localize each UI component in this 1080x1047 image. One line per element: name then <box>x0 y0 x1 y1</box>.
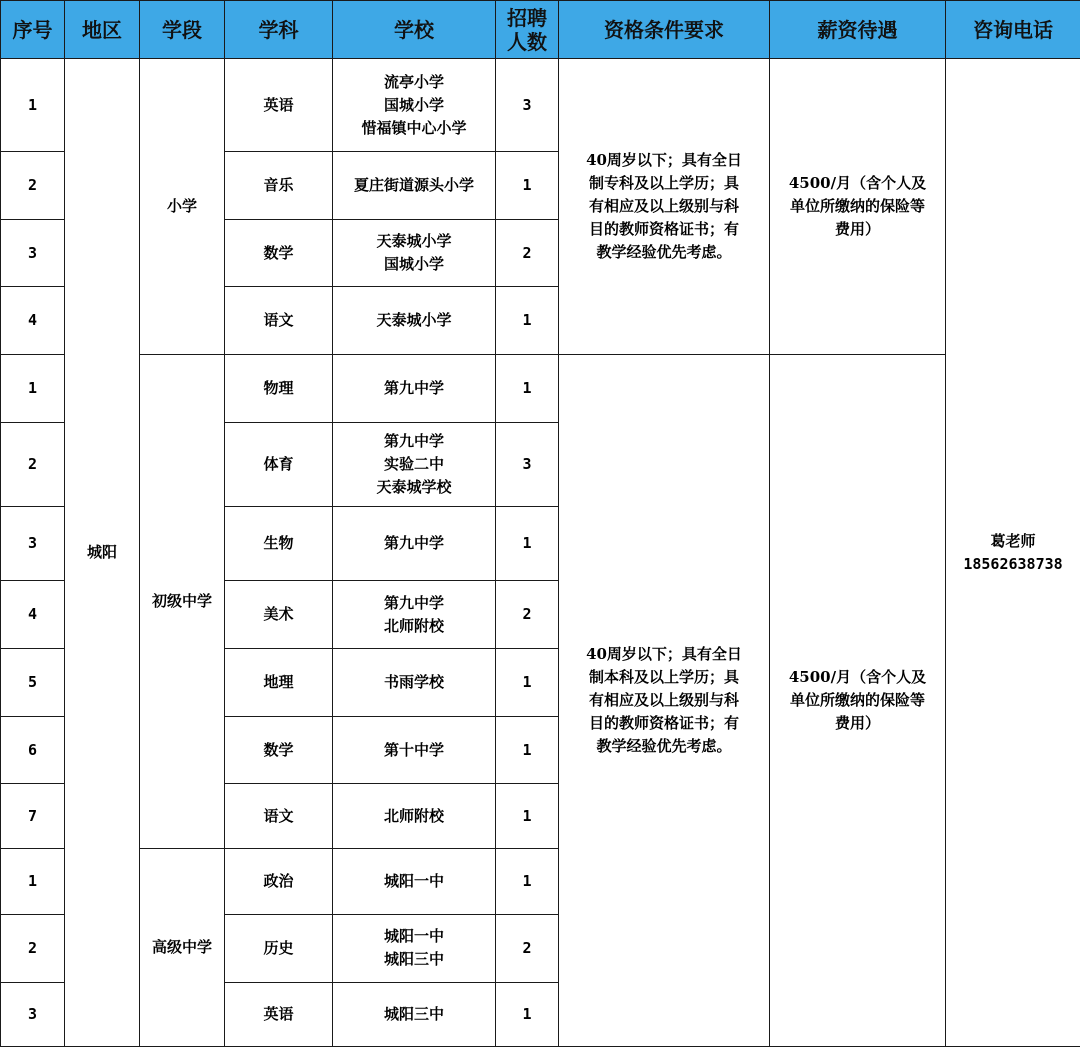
school-line: 城阳一中 <box>383 927 444 946</box>
row-subject: 体育 <box>225 422 333 506</box>
school-line: 天泰城小学 <box>376 232 452 251</box>
school-line: 流亭小学 <box>383 72 444 91</box>
row-subject: 英语 <box>225 982 333 1046</box>
salary-line: 4500/月（含个人及 <box>788 173 927 192</box>
requirement-line: 教学经验优先考虑。 <box>596 242 732 261</box>
salary-primary <box>770 59 946 355</box>
school-line: 惜福镇中心小学 <box>361 118 467 137</box>
contact-phone: 18562638738 <box>963 554 1063 573</box>
row-subject: 数学 <box>225 220 333 287</box>
requirement-line: 目的教师资格证书；有 <box>588 713 739 732</box>
stage-primary: 小学 <box>140 59 225 355</box>
row-subject: 政治 <box>225 849 333 914</box>
row-seq: 3 <box>1 506 65 580</box>
row-subject: 语文 <box>225 287 333 354</box>
row-subject: 历史 <box>225 914 333 982</box>
table-header <box>1 1 1080 59</box>
header-stage: 学段 <box>140 1 225 59</box>
row-count: 1 <box>496 649 559 717</box>
requirement-line: 制本科及以上学历；具 <box>588 667 739 686</box>
school-line: 第九中学 <box>383 431 444 450</box>
row-subject: 语文 <box>225 784 333 849</box>
row-schools <box>333 506 496 580</box>
row-seq: 1 <box>1 354 65 422</box>
row-subject: 物理 <box>225 354 333 422</box>
row-seq: 3 <box>1 220 65 287</box>
salary-line: 4500/月（含个人及 <box>788 667 927 686</box>
requirement-primary <box>559 59 770 355</box>
school-line: 第九中学 <box>383 593 444 612</box>
row-count: 1 <box>496 506 559 580</box>
school-line: 城阳一中 <box>383 872 444 891</box>
school-line: 书雨学校 <box>383 673 444 692</box>
row-count: 3 <box>496 422 559 506</box>
header-contact: 咨询电话 <box>946 1 1080 59</box>
school-line: 第十中学 <box>383 740 444 759</box>
row-subject: 音乐 <box>225 152 333 220</box>
row-schools <box>333 422 496 506</box>
school-line: 第九中学 <box>383 533 444 552</box>
stage-junior: 初级中学 <box>140 354 225 849</box>
row-seq: 4 <box>1 287 65 354</box>
school-line: 夏庄街道源头小学 <box>353 176 474 195</box>
row-count: 2 <box>496 580 559 648</box>
requirement-line: 教学经验优先考虑。 <box>596 736 732 755</box>
requirement-line: 有相应及以上级别与科 <box>588 196 739 215</box>
row-subject: 生物 <box>225 506 333 580</box>
row-subject: 美术 <box>225 580 333 648</box>
salary-line: 单位所缴纳的保险等 <box>789 196 925 215</box>
school-line: 城阳三中 <box>383 1004 444 1023</box>
row-subject: 地理 <box>225 649 333 717</box>
school-line: 北师附校 <box>383 806 444 825</box>
row-count: 1 <box>496 849 559 914</box>
requirement-secondary <box>559 354 770 1046</box>
table-row <box>1 59 1080 152</box>
school-line: 实验二中 <box>383 454 444 473</box>
row-count: 1 <box>496 717 559 784</box>
salary-line: 单位所缴纳的保险等 <box>789 690 925 709</box>
row-seq: 1 <box>1 59 65 152</box>
row-schools <box>333 914 496 982</box>
header-region: 地区 <box>65 1 140 59</box>
header-requirement: 资格条件要求 <box>559 1 770 59</box>
header-subject: 学科 <box>225 1 333 59</box>
row-subject: 数学 <box>225 717 333 784</box>
row-schools <box>333 220 496 287</box>
row-seq: 1 <box>1 849 65 914</box>
header-quota <box>496 1 559 59</box>
salary-line: 费用） <box>834 713 880 732</box>
row-schools <box>333 59 496 152</box>
row-seq: 2 <box>1 152 65 220</box>
row-subject: 英语 <box>225 59 333 152</box>
row-schools <box>333 152 496 220</box>
row-schools <box>333 717 496 784</box>
table-row <box>1 354 1080 422</box>
row-schools <box>333 784 496 849</box>
row-count: 2 <box>496 220 559 287</box>
table-body <box>1 59 1080 1047</box>
requirement-line: 目的教师资格证书；有 <box>588 219 739 238</box>
row-seq: 6 <box>1 717 65 784</box>
header-quota-line2: 人数 <box>507 29 547 54</box>
header-seq: 序号 <box>1 1 65 59</box>
requirement-line: 40周岁以下；具有全日 <box>586 150 742 169</box>
salary-line: 费用） <box>834 219 880 238</box>
salary-secondary <box>770 354 946 1046</box>
row-seq: 5 <box>1 649 65 717</box>
row-seq: 7 <box>1 784 65 849</box>
row-count: 1 <box>496 982 559 1046</box>
row-count: 1 <box>496 287 559 354</box>
stage-senior: 高级中学 <box>140 849 225 1047</box>
row-schools <box>333 982 496 1046</box>
row-count: 1 <box>496 354 559 422</box>
row-schools <box>333 649 496 717</box>
header-salary: 薪资待遇 <box>770 1 946 59</box>
school-line: 国城小学 <box>383 255 444 274</box>
region-cell: 城阳 <box>65 59 140 1047</box>
row-count: 2 <box>496 914 559 982</box>
row-schools <box>333 580 496 648</box>
row-seq: 2 <box>1 422 65 506</box>
row-count: 3 <box>496 59 559 152</box>
row-seq: 3 <box>1 982 65 1046</box>
school-line: 天泰城学校 <box>376 477 452 496</box>
row-schools <box>333 354 496 422</box>
row-seq: 4 <box>1 580 65 648</box>
header-quota-line1: 招聘 <box>507 5 547 30</box>
header-school: 学校 <box>333 1 496 59</box>
school-line: 北师附校 <box>383 616 444 635</box>
contact-name: 葛老师 <box>990 531 1036 550</box>
row-seq: 2 <box>1 914 65 982</box>
row-schools <box>333 849 496 914</box>
row-count: 1 <box>496 152 559 220</box>
requirement-line: 40周岁以下；具有全日 <box>586 644 742 663</box>
requirement-line: 有相应及以上级别与科 <box>588 690 739 709</box>
school-line: 第九中学 <box>383 378 444 397</box>
row-schools <box>333 287 496 354</box>
requirement-line: 制专科及以上学历；具 <box>588 173 739 192</box>
school-line: 天泰城小学 <box>376 311 452 329</box>
school-line: 国城小学 <box>383 95 444 114</box>
contact-cell <box>946 59 1080 1047</box>
school-line: 城阳三中 <box>383 950 444 969</box>
row-count: 1 <box>496 784 559 849</box>
